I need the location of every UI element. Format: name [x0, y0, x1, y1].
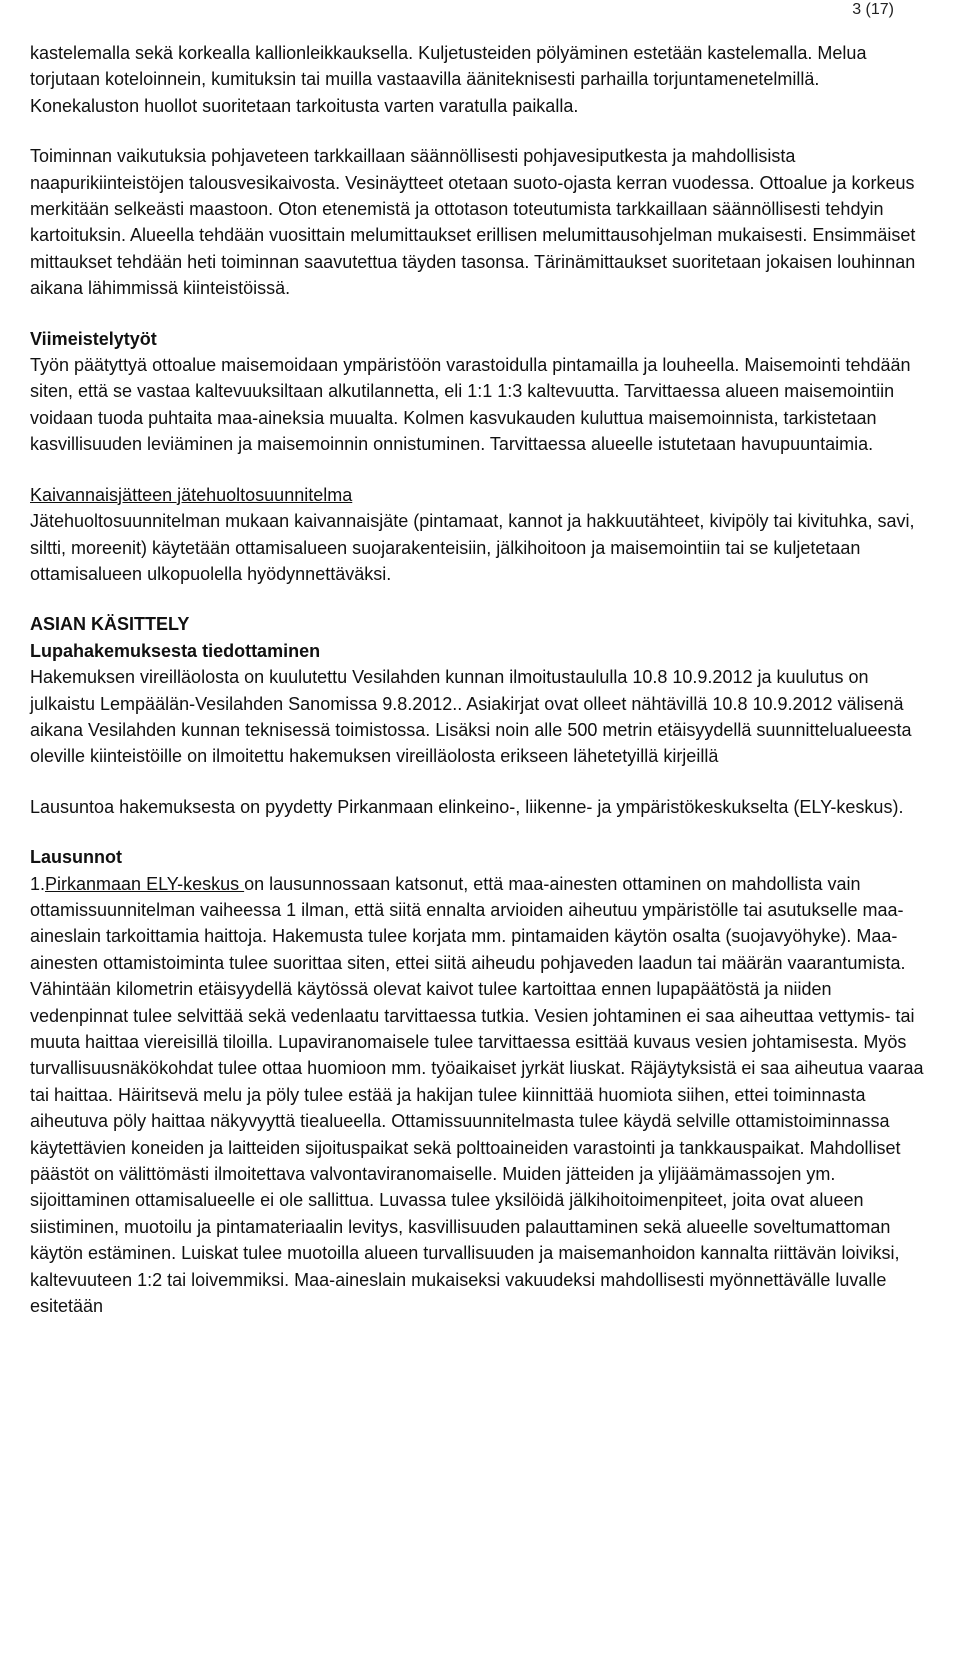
- statement-text: on lausunnossaan katsonut, että maa-ainesten ottaminen on mahdollista vain ottamissuunnitelman vaiheessa 1 ilman, että siitä ennalta arvioiden aiheutuu ympäristölle tai asutukselle maa-aineslain tarkoittamia haittoja. Hakemusta tulee korjata mm. pintamaiden käytön osalta (suojavyöhyke). Maa-ainesten ottamistoiminta tulee suorittaa siten, ettei siitä aiheudu pohjaveden laadun tai määrän vaarantumista. Vähintään kilometrin etäisyydellä käytössä olevat kaivot tulee kartoittaa ennen lupapäätöstä ja niiden vedenpinnat tulee selvittää sekä vedenlaatu tarvittaessa tutkia. Vesien johtaminen ei saa aiheuttaa vettymis- tai muuta haittaa viereisillä tiloilla. Lupaviranomaisele tulee tarvittaessa esittää kuvaus vesien johtamisesta. Myös turvallisuusnäkökohdat tulee ottaa huomioon mm. työaikaiset jyrkät liuskat. Räjäytyksistä ei saa aiheutua vaaraa tai haittaa. Häiritsevä melu ja pöly tulee estää ja hakijan tulee kiinnittää huomiota siihen, ettei toiminnasta aiheutuva pöly haittaa näkyvyyttä tiealueella. Ottamissuunnitelmasta tulee käydä selville ottamistoiminnassa käytettävien koneiden ja laitteiden sijoituspaikat sekä polttoaineiden varastointi ja tankkauspaikat. Mahdolliset päästöt on välittömästi ilmoitettava valvontaviranomaiselle. Muiden jätteiden ja ylijäämämassojen ym. sijoittaminen ottamisalueelle ei ole sallittua. Luvassa tulee yksilöidä jälkihoitoimenpiteet, joita ovat alueen siistiminen, muotoilu ja pintamateriaalin levitys, kasvillisuuden palauttaminen sekä alueelle soveltumattoman käytön estäminen. Luiskat tulee muotoilla alueen turvallisuuden ja maisemanhoidon kannalta riittävän loiviksi, kaltevuuteen 1:2 tai loivemmiksi. Maa-aineslain mukaiseksi vakuudeksi mahdollisesti myönnettävälle luvalle esitetään: [30, 873, 924, 1317]
- section-heading: Viimeistelytyöt: [30, 328, 157, 349]
- section-text: Hakemuksen vireilläolosta on kuulutettu Vesilahden kunnan ilmoitustaululla 10.8 10.9.2012 ja kuulutus on julkaistu Lempäälän-Vesilahden Sanomissa 9.8.2012.. Asiakirjat ovat olleet nähtävillä 10.8 10.9.2012 välisenä aikana Vesilahden kunnan teknisessä toimistossa. Lisäksi noin alle 500 metrin etäisyydellä suunnittelualueesta oleville kiinteistöille on ilmoitettu hakemuksen vireilläolosta erikseen lähetetyillä kirjeillä: [30, 667, 912, 767]
- section-heading: Lausunnot: [30, 847, 122, 868]
- statement-number: 1.: [30, 873, 46, 894]
- document-body: [30, 40, 930, 1343]
- section-jatehuolto: [30, 482, 930, 588]
- section-asian-kasittely: [30, 611, 930, 769]
- paragraph-dust-noise: kastelemalla sekä korkealla kallionleikkauksella. Kuljetusteiden pölyäminen estetään kastelemalla. Melua torjutaan koteloinnein, kumituksin tai muilla vastaavilla ääniteknisesti parhailla torjuntamenetelmillä. Konekaluston huollot suoritetaan tarkoitusta varten varatulla paikalla.: [30, 43, 867, 116]
- section-text: Jätehuoltosuunnitelman mukaan kaivannaisjäte (pintamaat, kannot ja hakkuutähteet, kivipöly tai kivituhka, savi, siltti, moreenit) käytetään ottamisalueen suojarakenteisiin, jälkihoitoon ja maisemointiin tai se kuljetetaan ottamisalueen ulkopuolella hyödynnettäväksi.: [30, 511, 915, 584]
- paragraph-monitoring: Toiminnan vaikutuksia pohjaveteen tarkkaillaan säännöllisesti pohjavesiputkesta ja mahdollisista naapurikiinteistöjen talousvesikaivosta. Vesinäytteet otetaan suoto-ojasta kerran vuodessa. Ottoalue ja korkeus merkitään selkeästi maastoon. Oton etenemistä ja ottotason toteutumista tarkkaillaan säännöllisesti tehdyin kartoituksin. Alueella tehdään vuosittain melumittaukset erillisen melumittausohjelman mukaisesti. Ensimmäiset mittaukset tehdään heti toiminnan saavutettua täyden tasonsa. Tärinämittaukset suoritetaan jokaisen louhinnan aikana lähimmissä kiinteistöissä.: [30, 146, 916, 299]
- section-viimeistely: [30, 326, 930, 458]
- section-heading: ASIAN KÄSITTELY: [30, 614, 190, 635]
- section-lausunnot: [30, 844, 930, 1319]
- section-heading: Kaivannaisjätteen jätehuoltosuunnitelma: [30, 484, 353, 505]
- section-subheading: Lupahakemuksesta tiedottaminen: [30, 640, 321, 661]
- page-number: 3 (17): [852, 1, 894, 18]
- statement-item: [30, 874, 923, 1317]
- statement-source: Pirkanmaan ELY-keskus: [45, 873, 245, 894]
- section-text: Työn päätyttyä ottoalue maisemoidaan ympäristöön varastoidulla pintamailla ja louheella. Maisemointi tehdään siten, että se vastaa kaltevuuksiltaan alkutilannetta, eli 1:1 1:3 kaltevuutta. Tarvittaessa alueen maisemointiin voidaan tuoda puhtaita maa-aineksia muualta. Kolmen kasvukauden kuluttua maisemoinnista, tarkistetaan kasvillisuuden leviäminen ja maisemoinnin onnistuminen. Tarvittaessa alueelle istutetaan havupuuntaimia.: [30, 355, 911, 455]
- paragraph-lausuntopyynto: Lausuntoa hakemuksesta on pyydetty Pirkanmaan elinkeino-, liikenne- ja ympäristökeskukselta (ELY-keskus).: [30, 796, 904, 817]
